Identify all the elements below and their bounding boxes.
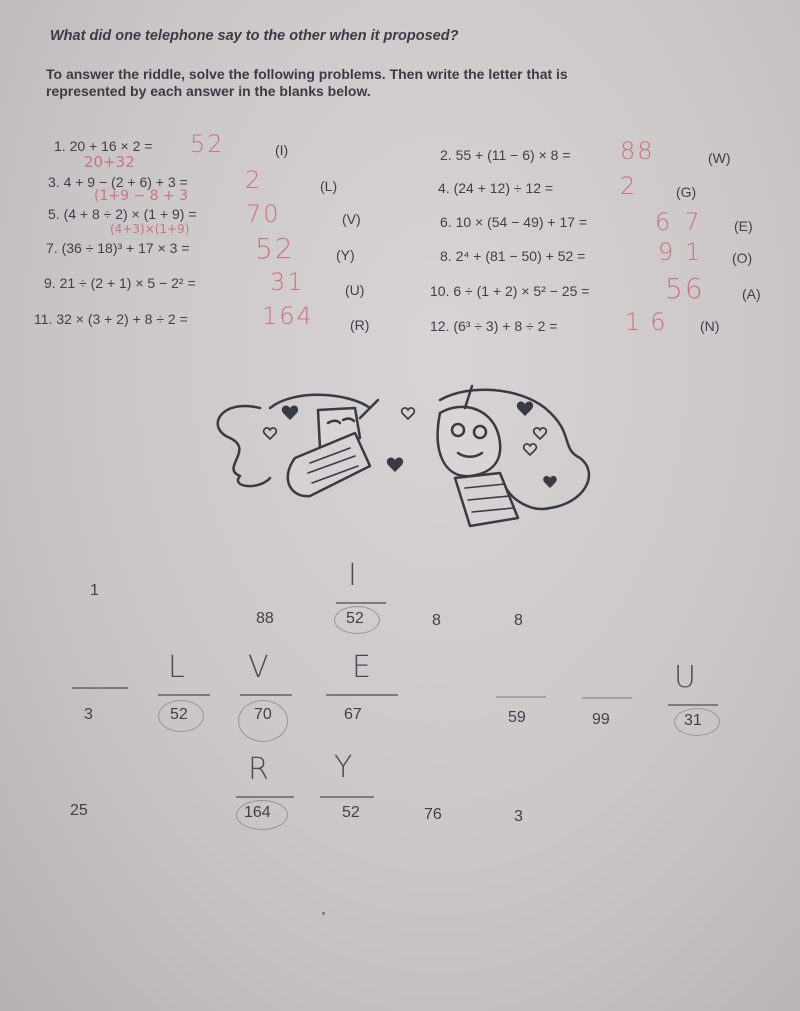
row1-number-2: 88 bbox=[256, 610, 274, 627]
row2-letter-7: U bbox=[674, 660, 696, 695]
problem-10: 10. 6 ÷ (1 + 2) × 5² − 25 = bbox=[430, 283, 590, 299]
problem-9-letter: (U) bbox=[345, 282, 365, 298]
row3-letter-2: R bbox=[248, 752, 269, 787]
row3-letter-3: Y bbox=[334, 750, 353, 785]
problem-11-letter: (R) bbox=[350, 317, 370, 333]
problem-6-answer: 67 bbox=[655, 208, 714, 236]
row2-blank-1[interactable] bbox=[72, 687, 128, 689]
row3-number-3: 52 bbox=[342, 804, 360, 821]
problem-8-answer: 91 bbox=[658, 238, 713, 266]
problem-2: 2. 55 + (11 − 6) × 8 = bbox=[440, 147, 571, 163]
row2-blank-4[interactable] bbox=[326, 694, 398, 696]
problem-6: 6. 10 × (54 − 49) + 17 = bbox=[440, 214, 588, 230]
row2-number-5: 59 bbox=[508, 709, 526, 726]
row2-letter-3: V bbox=[248, 650, 269, 685]
row2-number-4: 67 bbox=[344, 706, 362, 723]
row1-number-5: 8 bbox=[514, 612, 523, 629]
problem-3-letter: (L) bbox=[320, 178, 338, 194]
row2-blank-5[interactable] bbox=[496, 696, 546, 698]
problem-5-letter: (V) bbox=[342, 211, 361, 227]
problem-1-answer: 52 bbox=[190, 130, 225, 158]
problem-12: 12. (6³ ÷ 3) + 8 ÷ 2 = bbox=[430, 318, 558, 334]
row2-number-3: 70 bbox=[254, 706, 272, 723]
row2-blank-2[interactable] bbox=[158, 694, 210, 696]
paper-speck bbox=[322, 912, 325, 915]
riddle-title: What did one telephone say to the other when it proposed? bbox=[50, 28, 459, 44]
row2-blank-7[interactable] bbox=[668, 704, 718, 706]
problem-5: 5. (4 + 8 ÷ 2) × (1 + 9) = bbox=[48, 206, 197, 222]
work-note-2: (1+9 − 8 + 3 bbox=[94, 188, 189, 204]
problem-1: 1. 20 + 16 × 2 = bbox=[54, 138, 153, 154]
row3-number-5: 3 bbox=[514, 808, 523, 825]
problem-4-letter: (G) bbox=[676, 184, 697, 200]
problem-9: 9. 21 ÷ (2 + 1) × 5 − 2² = bbox=[44, 275, 196, 291]
problem-10-answer: 56 bbox=[665, 272, 705, 305]
problem-4-answer: 2 bbox=[620, 172, 638, 200]
problem-6-letter: (E) bbox=[734, 218, 753, 234]
problem-2-answer: 88 bbox=[620, 137, 655, 165]
row2-number-1: 3 bbox=[84, 706, 93, 723]
row2-blank-6[interactable] bbox=[582, 697, 632, 699]
instructions: To answer the riddle, solve the following problems. Then write the letter that is represented by each answer in the blanks below. bbox=[46, 66, 568, 99]
right-phone bbox=[438, 386, 518, 526]
row1-letter-3: I bbox=[348, 558, 357, 593]
row2-letter-2: L bbox=[168, 650, 185, 685]
row3-blank-2[interactable] bbox=[236, 796, 294, 798]
row2-number-2: 52 bbox=[170, 706, 188, 723]
row3-number-4: 76 bbox=[424, 806, 442, 823]
work-note-1: 20+32 bbox=[84, 153, 135, 171]
row2-letter-4: E bbox=[352, 650, 371, 685]
row1-blank-3[interactable] bbox=[336, 602, 386, 604]
problem-2-letter: (W) bbox=[708, 150, 731, 166]
row1-number-1: 1 bbox=[90, 582, 99, 599]
row2-number-7: 31 bbox=[684, 712, 702, 729]
problem-12-answer: 16 bbox=[625, 308, 676, 336]
problem-8: 8. 2⁴ + (81 − 50) + 52 = bbox=[440, 248, 586, 264]
left-phone bbox=[288, 400, 378, 496]
row2-blank-3[interactable] bbox=[240, 694, 292, 696]
problem-7: 7. (36 ÷ 18)³ + 17 × 3 = bbox=[46, 240, 190, 256]
problem-3: 3. 4 + 9 − (2 + 6) + 3 = bbox=[48, 174, 188, 190]
proposing-telephones-illustration bbox=[200, 378, 610, 528]
work-note-3: (4+3)×(1+9) bbox=[110, 222, 190, 236]
row1-number-4: 8 bbox=[432, 612, 441, 629]
row3-number-1: 25 bbox=[70, 802, 88, 819]
row3-number-2: 164 bbox=[244, 804, 271, 821]
row2-number-6: 99 bbox=[592, 711, 610, 728]
row1-number-3: 52 bbox=[346, 610, 364, 627]
problem-8-letter: (O) bbox=[732, 250, 753, 266]
row3-blank-3[interactable] bbox=[320, 796, 374, 798]
problem-11-answer: 164 bbox=[262, 302, 314, 330]
problem-1-letter: (I) bbox=[275, 142, 289, 158]
problem-10-letter: (A) bbox=[742, 286, 761, 302]
problem-4: 4. (24 + 12) ÷ 12 = bbox=[438, 180, 554, 196]
problem-11: 11. 32 × (3 + 2) + 8 ÷ 2 = bbox=[34, 311, 188, 327]
problem-12-letter: (N) bbox=[700, 318, 720, 334]
problem-9-answer: 31 bbox=[270, 268, 305, 296]
problem-7-answer: 52 bbox=[255, 232, 295, 265]
problem-7-letter: (Y) bbox=[336, 247, 355, 263]
problem-5-answer: 70 bbox=[246, 200, 281, 228]
problem-3-answer: 2 bbox=[245, 166, 263, 194]
